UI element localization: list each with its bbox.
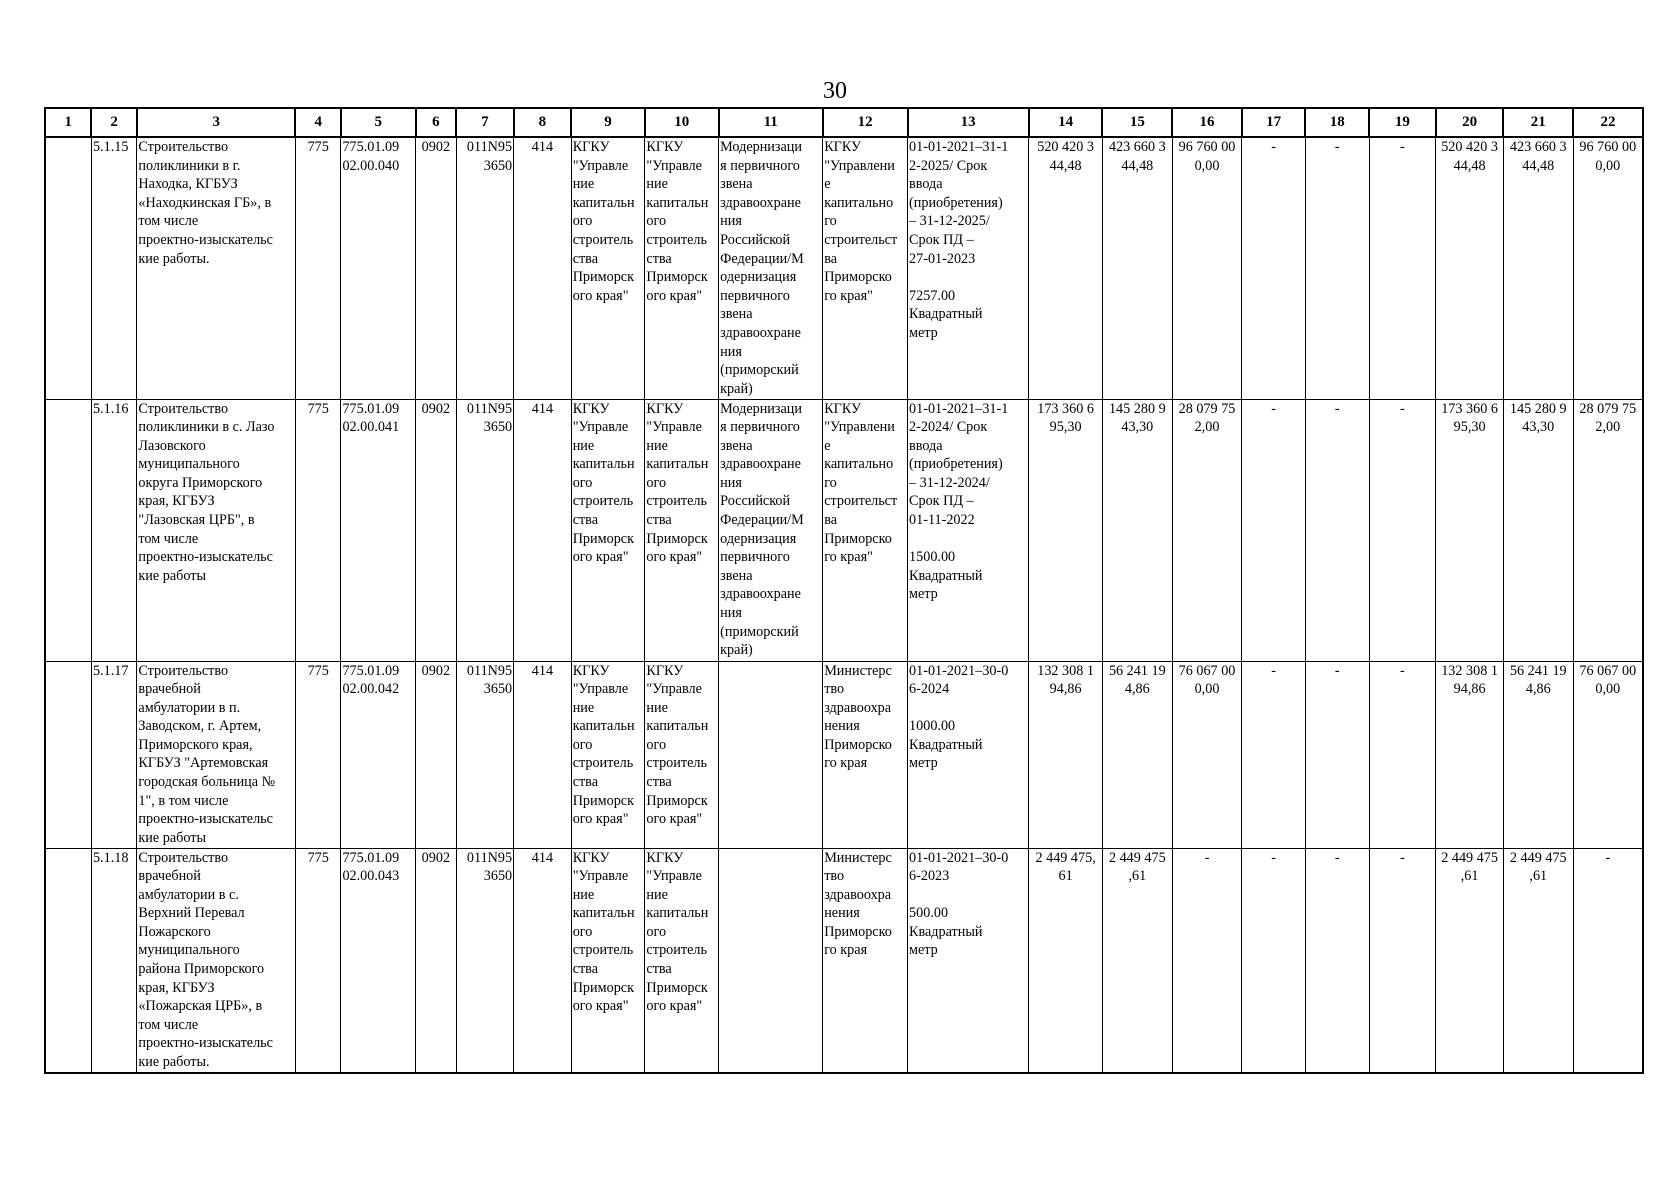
cell-col6: 0902 [416, 399, 456, 661]
cell-col19: - [1369, 137, 1436, 399]
cell-col21: 56 241 19 4,86 [1503, 661, 1573, 848]
cell-col6: 0902 [416, 661, 456, 848]
cell-col12: КГКУ "Управлени е капитально го строительст ва Приморско го края" [823, 399, 908, 661]
cell-object-name: Строительство врачебной амбулатории в п. Заводском, г. Артем, Приморского края, КГБУЗ "Артемовская городская больница № 1", в том числе проектно-изыскательс кие работы [137, 661, 296, 848]
cell-item-number: 5.1.16 [91, 399, 136, 661]
cell-col1 [45, 848, 91, 1073]
header-cell: 2 [91, 108, 136, 137]
cell-col15: 423 660 3 44,48 [1102, 137, 1172, 399]
cell-col11 [719, 848, 823, 1073]
header-cell: 12 [823, 108, 908, 137]
cell-col17: - [1242, 137, 1306, 399]
header-cell: 4 [295, 108, 340, 137]
header-cell: 19 [1369, 108, 1436, 137]
cell-col7: 011N95 3650 [456, 399, 514, 661]
header-cell: 21 [1503, 108, 1573, 137]
cell-col13: 01-01-2021–31-1 2-2025/ Срок ввода (приобретения) – 31-12-2025/ Срок ПД – 27-01-2023 7257.00 Квадратный метр [908, 137, 1029, 399]
header-cell: 15 [1102, 108, 1172, 137]
cell-col19: - [1369, 848, 1436, 1073]
cell-col15: 2 449 475 ,61 [1102, 848, 1172, 1073]
header-cell: 5 [341, 108, 416, 137]
header-cell: 7 [456, 108, 514, 137]
cell-object-name: Строительство поликлиники в с. Лазо Лазовского муниципального округа Приморского края, КГБУЗ "Лазовская ЦРБ", в том числе проектно-изыскательс кие работы [137, 399, 296, 661]
cell-item-number: 5.1.18 [91, 848, 136, 1073]
cell-col16: 28 079 75 2,00 [1172, 399, 1242, 661]
cell-col4: 775 [295, 399, 340, 661]
cell-col12: КГКУ "Управлени е капитально го строительст ва Приморско го края" [823, 137, 908, 399]
header-cell: 13 [908, 108, 1029, 137]
cell-col9: КГКУ "Управле ние капитальн ого строитель ства Приморск ого края" [571, 661, 645, 848]
cell-col12: Министерс тво здравоохра нения Приморско го края [823, 848, 908, 1073]
cell-col5: 775.01.09 02.00.040 [341, 137, 416, 399]
cell-col10: КГКУ "Управле ние капитальн ого строитель ства Приморск ого края" [645, 661, 719, 848]
cell-col10: КГКУ "Управле ние капитальн ого строитель ства Приморск ого края" [645, 848, 719, 1073]
cell-col16: 76 067 00 0,00 [1172, 661, 1242, 848]
cell-col18: - [1305, 848, 1369, 1073]
header-cell: 16 [1172, 108, 1242, 137]
table-row [45, 137, 1643, 399]
cell-col11: Модернизаци я первичного звена здравоохране ния Российской Федерации/М одернизация первичного звена здравоохране ния (приморский край) [719, 399, 823, 661]
cell-col16: - [1172, 848, 1242, 1073]
cell-col10: КГКУ "Управле ние капитальн ого строитель ства Приморск ого края" [645, 399, 719, 661]
cell-col4: 775 [295, 661, 340, 848]
header-cell: 18 [1305, 108, 1369, 137]
cell-col13: 01-01-2021–30-0 6-2023 500.00 Квадратный метр [908, 848, 1029, 1073]
cell-col5: 775.01.09 02.00.042 [341, 661, 416, 848]
header-cell: 14 [1029, 108, 1103, 137]
cell-col22: 76 067 00 0,00 [1573, 661, 1643, 848]
cell-col20: 520 420 3 44,48 [1436, 137, 1504, 399]
header-cell: 3 [137, 108, 296, 137]
header-cell: 22 [1573, 108, 1643, 137]
cell-col22: 96 760 00 0,00 [1573, 137, 1643, 399]
header-cell: 1 [45, 108, 91, 137]
cell-col8: 414 [514, 661, 572, 848]
cell-col11: Модернизаци я первичного звена здравоохране ния Российской Федерации/М одернизация первичного звена здравоохране ния (приморский край) [719, 137, 823, 399]
cell-col7: 011N95 3650 [456, 661, 514, 848]
table-row [45, 399, 1643, 661]
cell-col21: 2 449 475 ,61 [1503, 848, 1573, 1073]
cell-col9: КГКУ "Управле ние капитальн ого строитель ства Приморск ого края" [571, 848, 645, 1073]
cell-item-number: 5.1.17 [91, 661, 136, 848]
header-cell: 8 [514, 108, 572, 137]
cell-col13: 01-01-2021–30-0 6-2024 1000.00 Квадратный метр [908, 661, 1029, 848]
cell-col10: КГКУ "Управле ние капитальн ого строитель ства Приморск ого края" [645, 137, 719, 399]
cell-col21: 423 660 3 44,48 [1503, 137, 1573, 399]
cell-col16: 96 760 00 0,00 [1172, 137, 1242, 399]
header-cell: 10 [645, 108, 719, 137]
cell-col13: 01-01-2021–31-1 2-2024/ Срок ввода (приобретения) – 31-12-2024/ Срок ПД – 01-11-2022 1500.00 Квадратный метр [908, 399, 1029, 661]
header-cell: 11 [719, 108, 823, 137]
cell-col18: - [1305, 399, 1369, 661]
cell-object-name: Строительство врачебной амбулатории в с. Верхний Перевал Пожарского муниципального района Приморского края, КГБУЗ «Пожарская ЦРБ», в том числе проектно-изыскательс кие работы. [137, 848, 296, 1073]
cell-col20: 2 449 475 ,61 [1436, 848, 1504, 1073]
cell-col8: 414 [514, 848, 572, 1073]
cell-col11 [719, 661, 823, 848]
cell-col17: - [1242, 848, 1306, 1073]
cell-col22: 28 079 75 2,00 [1573, 399, 1643, 661]
cell-col19: - [1369, 399, 1436, 661]
cell-col5: 775.01.09 02.00.043 [341, 848, 416, 1073]
cell-col6: 0902 [416, 137, 456, 399]
header-cell: 17 [1242, 108, 1306, 137]
header-cell: 20 [1436, 108, 1504, 137]
table-row [45, 661, 1643, 848]
cell-col6: 0902 [416, 848, 456, 1073]
header-cell: 6 [416, 108, 456, 137]
cell-col14: 132 308 1 94,86 [1029, 661, 1103, 848]
cell-col7: 011N95 3650 [456, 848, 514, 1073]
cell-col4: 775 [295, 137, 340, 399]
cell-col1 [45, 399, 91, 661]
cell-col7: 011N95 3650 [456, 137, 514, 399]
cell-col14: 173 360 6 95,30 [1029, 399, 1103, 661]
cell-col21: 145 280 9 43,30 [1503, 399, 1573, 661]
cell-item-number: 5.1.15 [91, 137, 136, 399]
cell-col20: 132 308 1 94,86 [1436, 661, 1504, 848]
cell-col9: КГКУ "Управле ние капитальн ого строитель ства Приморск ого края" [571, 399, 645, 661]
cell-col1 [45, 661, 91, 848]
cell-col15: 145 280 9 43,30 [1102, 399, 1172, 661]
cell-col15: 56 241 19 4,86 [1102, 661, 1172, 848]
header-row [45, 108, 1643, 137]
cell-col8: 414 [514, 399, 572, 661]
cell-object-name: Строительство поликлиники в г. Находка, КГБУЗ «Находкинская ГБ», в том числе проектно-изыскательс кие работы. [137, 137, 296, 399]
cell-col20: 173 360 6 95,30 [1436, 399, 1504, 661]
cell-col17: - [1242, 399, 1306, 661]
cell-col19: - [1369, 661, 1436, 848]
cell-col9: КГКУ "Управле ние капитальн ого строитель ства Приморск ого края" [571, 137, 645, 399]
page-number: 30 [823, 78, 847, 104]
cell-col1 [45, 137, 91, 399]
cell-col22: - [1573, 848, 1643, 1073]
cell-col14: 520 420 3 44,48 [1029, 137, 1103, 399]
header-cell: 9 [571, 108, 645, 137]
cell-col17: - [1242, 661, 1306, 848]
table-row [45, 848, 1643, 1073]
program-table [44, 107, 1644, 1074]
cell-col18: - [1305, 137, 1369, 399]
cell-col14: 2 449 475, 61 [1029, 848, 1103, 1073]
cell-col8: 414 [514, 137, 572, 399]
cell-col5: 775.01.09 02.00.041 [341, 399, 416, 661]
cell-col18: - [1305, 661, 1369, 848]
cell-col4: 775 [295, 848, 340, 1073]
cell-col12: Министерс тво здравоохра нения Приморско го края [823, 661, 908, 848]
